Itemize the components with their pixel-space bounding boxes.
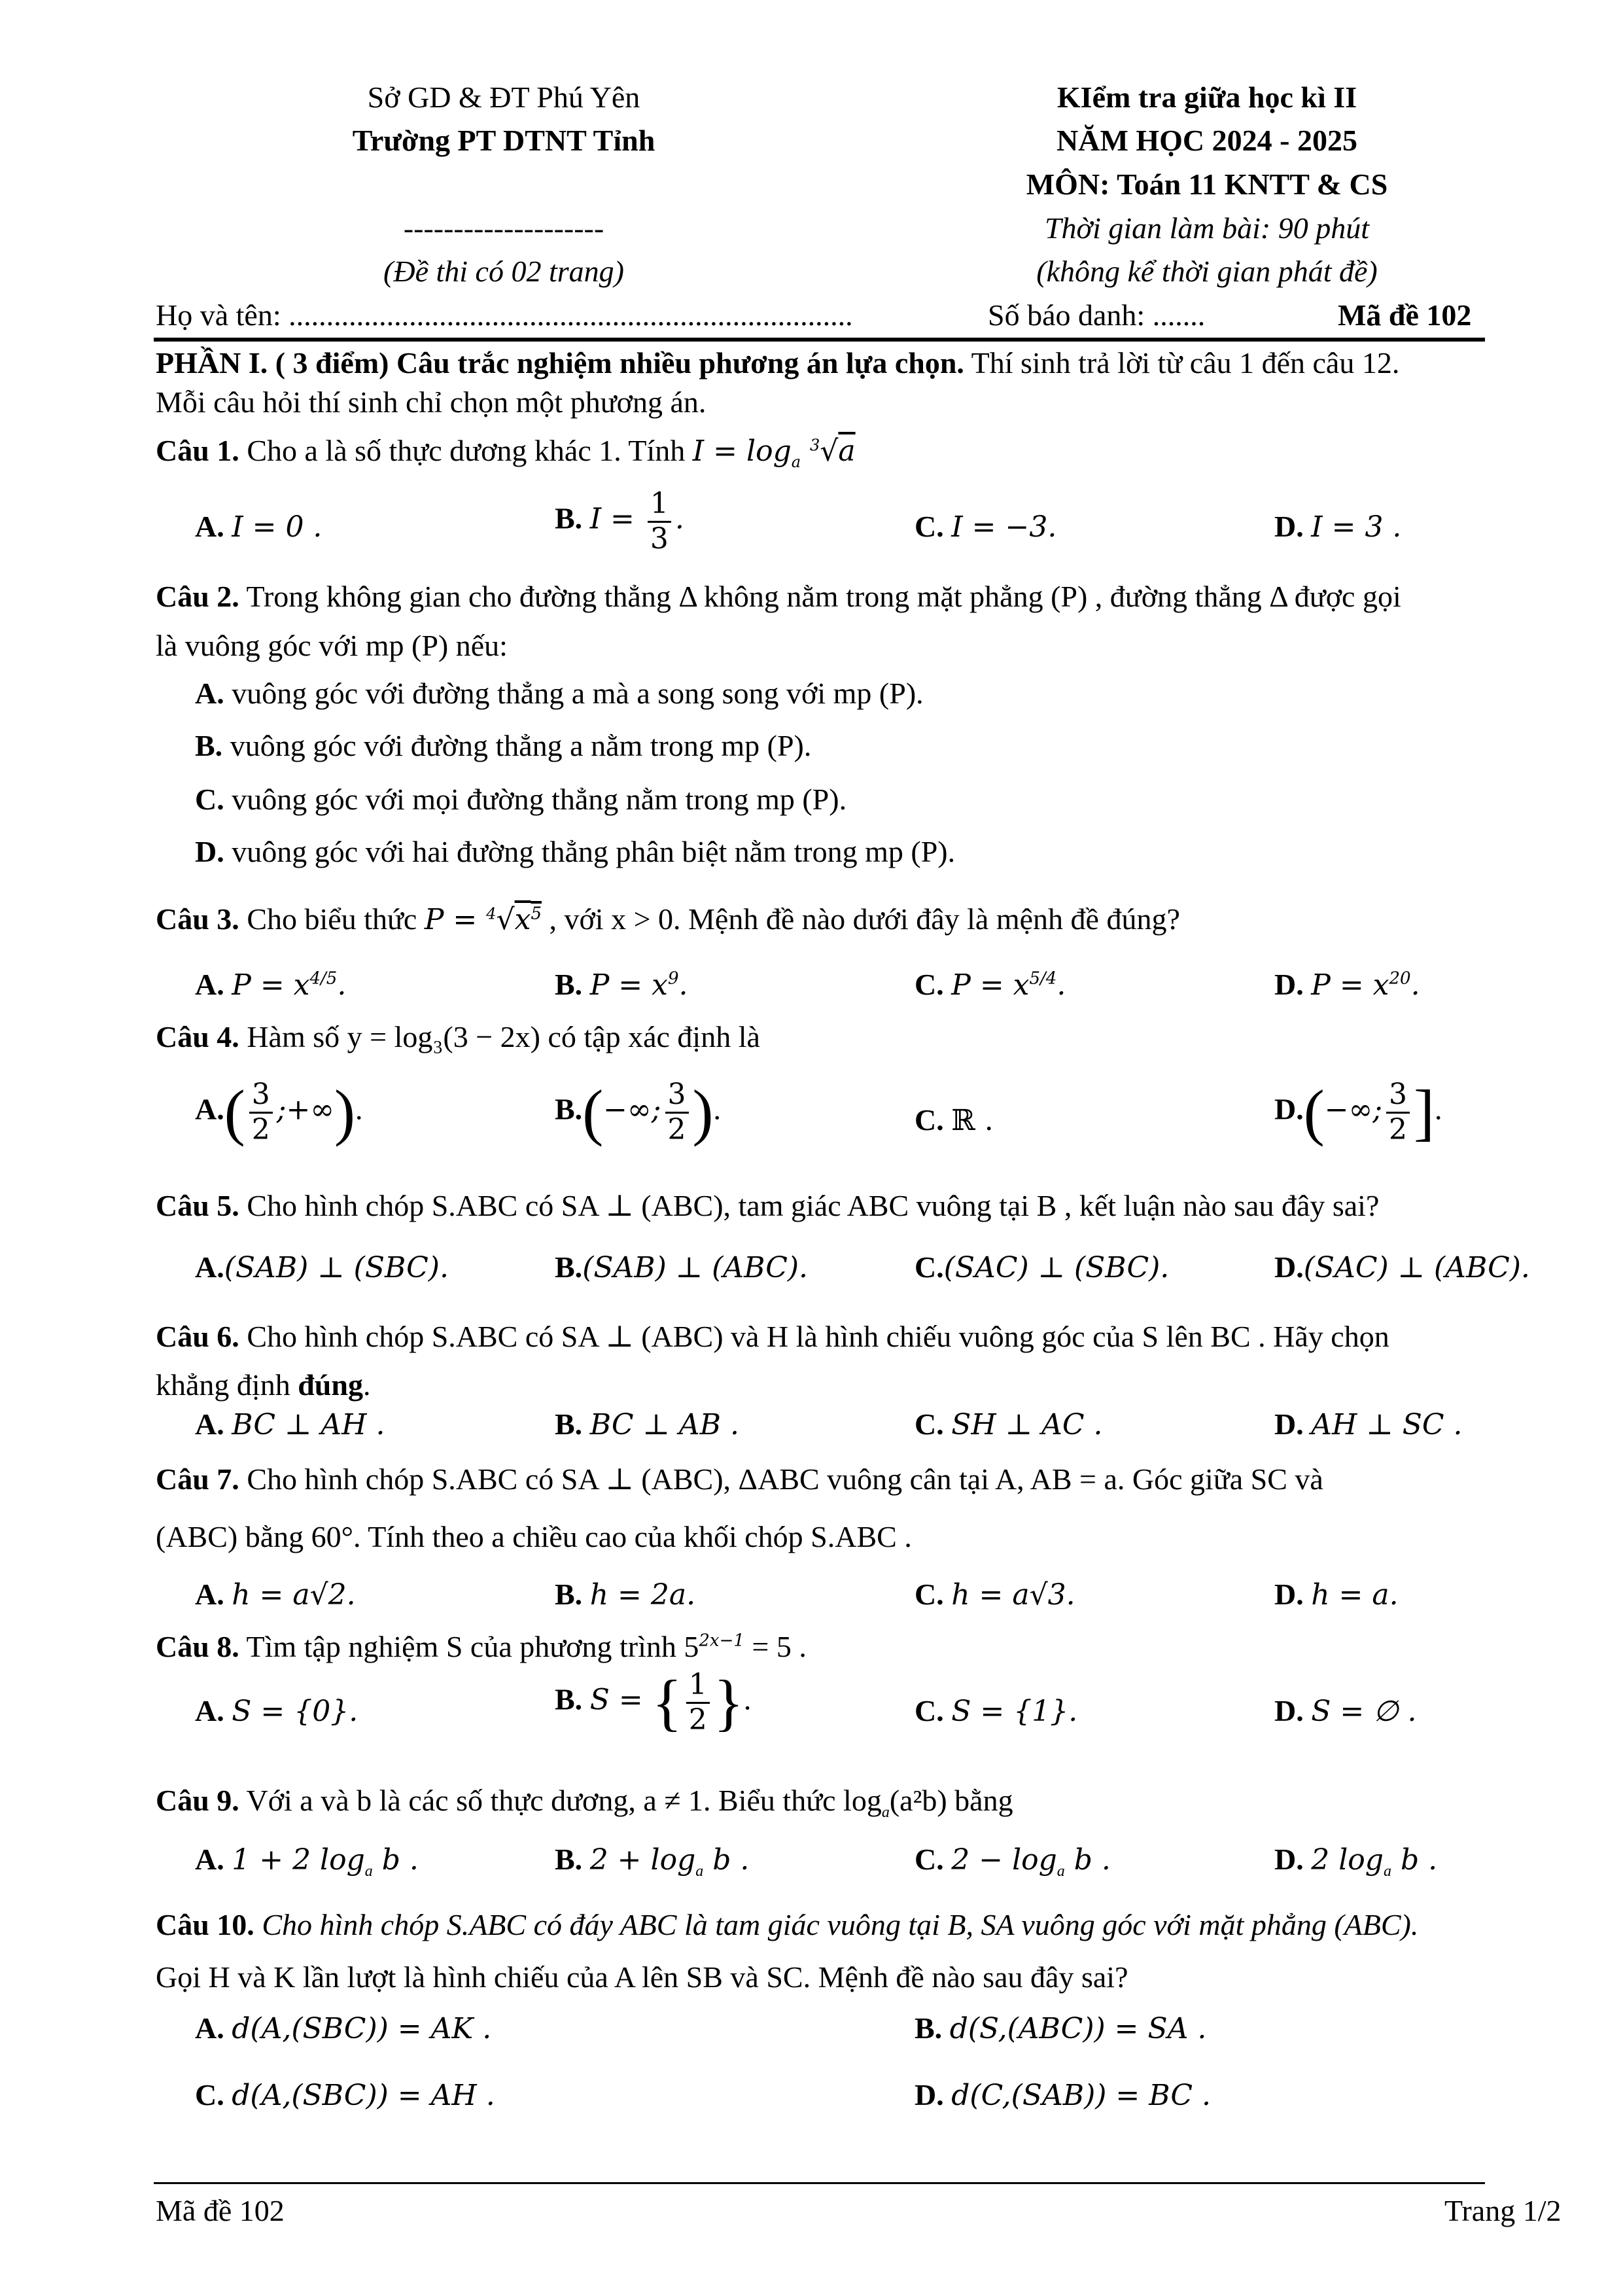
department-name: Sở GD & ĐT Phú Yên — [367, 80, 640, 114]
question-1 — [156, 433, 856, 471]
pages-note: (Đề thi có 02 trang) — [383, 255, 624, 288]
q10-option-d[interactable]: D. d(C,(SAB)) = BC . — [915, 2078, 1212, 2112]
question-5: Câu 5. Cho hình chóp S.ABC có SA ⊥ (ABC), tam giác ABC vuông tại B , kết luận nào sau đây sai? — [156, 1189, 1380, 1222]
q5-option-d[interactable]: D.(SAC) ⊥ (ABC). — [1274, 1250, 1530, 1284]
q3-option-a[interactable]: A. $P = x^{4/5}$. — [195, 968, 347, 1002]
q10-option-b[interactable]: B. d(S,(ABC)) = SA . — [915, 2011, 1207, 2045]
q2-option-a[interactable]: A. vuông góc với đường thẳng a mà a song song với mp (P). — [195, 677, 924, 710]
q10-option-c[interactable]: C. d(A,(SBC)) = AH . — [195, 2078, 495, 2112]
footer-page-number: Trang 1/2 — [1444, 2194, 1562, 2227]
question-6: Câu 6. Cho hình chóp S.ABC có SA ⊥ (ABC) và H là hình chiếu vuông góc của S lên BC . Hãy chọn — [156, 1320, 1389, 1353]
question-2: Câu 2. Trong không gian cho đường thẳng Δ không nằm trong mặt phẳng (P) , đường thẳng Δ được gọi — [156, 580, 1401, 613]
exam-code: Mã đề 102 — [1338, 298, 1472, 332]
question-3: Câu 3. Cho biểu thức $P = ^4√x^5$ , với x > 0. Mệnh đề nào dưới đây là mệnh đề đúng? — [156, 902, 1180, 936]
question-10: Câu 10. Cho hình chóp S.ABC có đáy ABC là tam giác vuông tại B, SA vuông góc với mặt phẳng (ABC). — [156, 1908, 1419, 1941]
q2-option-b[interactable]: B. vuông góc với đường thẳng a nằm trong mp (P). — [195, 729, 812, 762]
q4-option-a[interactable]: A.( $\frac{3}{2}$ ;+∞). — [195, 1077, 363, 1148]
q2-option-c[interactable]: C. vuông góc với mọi đường thẳng nằm trong mp (P). — [195, 783, 847, 816]
q1-expression: $I = \log_a ^3√a$ — [692, 434, 856, 471]
question-4: Câu 4. Hàm số y = log₃(3 − 2x) có tập xác định là — [156, 1020, 760, 1053]
exam-title: KIểm tra giữa học kì II — [1056, 80, 1357, 114]
q9-option-d[interactable]: D. 2 $\log_a b$ . — [1274, 1843, 1438, 1881]
header-divider — [154, 338, 1485, 342]
part1-instruction: Thí sinh trả lời từ câu 1 đến câu 12. — [964, 346, 1400, 380]
q6-option-a[interactable]: A. BC ⊥ AH . — [195, 1407, 385, 1441]
q7-option-a[interactable]: A. h = a√2. — [195, 1578, 356, 1612]
school-name: Trường PT DTNT Tỉnh — [352, 124, 655, 157]
duration: Thời gian làm bài: 90 phút — [1044, 211, 1370, 245]
question-text: Cho a là số thực dương khác 1. Tính — [239, 434, 693, 467]
part1-title: PHẦN I. ( 3 điểm) Câu trắc nghiệm nhiều phương án lựa chọn. — [156, 346, 964, 380]
q3-expression: $P = ^4√x^5$ — [424, 903, 542, 936]
q1-option-d[interactable]: D. I = 3 . — [1274, 510, 1402, 544]
q6-option-b[interactable]: B. BC ⊥ AB . — [555, 1407, 739, 1441]
part1-heading — [156, 345, 1399, 380]
part1-instruction-2: Mỗi câu hỏi thí sinh chỉ chọn một phương án. — [156, 385, 707, 419]
question-10-line-2: Gọi H và K lần lượt là hình chiếu của A lên SB và SC. Mệnh đề nào sau đây sai? — [156, 1960, 1128, 1994]
q1-option-a[interactable]: A. I = 0 . — [195, 510, 323, 544]
q9-option-b[interactable]: B. $2 + \log_a b$ . — [555, 1843, 750, 1881]
q1-option-c[interactable]: C. I = −3. — [915, 510, 1057, 544]
q5-option-c[interactable]: C.(SAC) ⊥ (SBC). — [915, 1250, 1170, 1284]
fraction: $\frac{1}{3}$ — [648, 487, 671, 556]
q7-option-c[interactable]: C. h = a√3. — [915, 1578, 1075, 1612]
question-9: Câu 9. Với a và b là các số thực dương, a ≠ 1. Biểu thức $\log_a(a^2b)$ bằng — [156, 1784, 1013, 1822]
school-year: NĂM HỌC 2024 - 2025 — [1056, 124, 1357, 157]
duration-note: (không kể thời gian phát đề) — [1036, 255, 1378, 288]
q6-option-d[interactable]: D. AH ⊥ SC . — [1274, 1407, 1463, 1441]
question-2-line-2: là vuông góc với mp (P) nếu: — [156, 629, 508, 662]
student-number-label: Số báo danh: ....... — [988, 298, 1206, 332]
q9-option-a[interactable]: A. 1 + 2 $\log_a b$ . — [195, 1843, 419, 1881]
q6-option-c[interactable]: C. SH ⊥ AC . — [915, 1407, 1103, 1441]
q7-option-b[interactable]: B. h = 2a. — [555, 1578, 696, 1612]
q1-option-b[interactable]: B. I = $\frac{1}{3}$ . — [555, 487, 684, 556]
q8-option-d[interactable]: D. S = ∅ . — [1274, 1694, 1417, 1728]
q8-option-a[interactable]: A. S = {0}. — [195, 1694, 358, 1728]
q7-option-d[interactable]: D. h = a. — [1274, 1578, 1399, 1612]
q8-option-b[interactable]: B. S = { $\frac{1}{2}$ }. — [555, 1667, 752, 1738]
q2-option-d[interactable]: D. vuông góc với hai đường thẳng phân biệt nằm trong mp (P). — [195, 835, 956, 868]
footer-divider — [154, 2182, 1485, 2184]
q4-option-b[interactable]: B.(−∞; $\frac{3}{2}$ ). — [555, 1077, 721, 1148]
q5-option-a[interactable]: A.(SAB) ⊥ (SBC). — [195, 1250, 449, 1284]
subject: MÔN: Toán 11 KNTT & CS — [1026, 168, 1388, 201]
q4-option-d[interactable]: D.(−∞; $\frac{3}{2}$ ]. — [1274, 1077, 1442, 1148]
q3-option-c[interactable]: C. $P = x^{5/4}$. — [915, 968, 1066, 1002]
footer-exam-code: Mã đề 102 — [156, 2194, 285, 2227]
q3-option-d[interactable]: D. $P = x^{20}$. — [1274, 968, 1420, 1002]
question-7: Câu 7. Cho hình chóp S.ABC có SA ⊥ (ABC), ΔABC vuông cân tại A, AB = a. Góc giữa SC và — [156, 1462, 1323, 1496]
question-6-line-2: khẳng định đúng. — [156, 1368, 371, 1402]
question-8: Câu 8. Tìm tập nghiệm S của phương trình $5^{2x-1} = 5$ . — [156, 1630, 807, 1663]
q5-option-b[interactable]: B.(SAB) ⊥ (ABC). — [555, 1250, 809, 1284]
question-label: Câu 1. — [156, 434, 239, 467]
header-dashes: -------------------- — [403, 211, 604, 245]
q10-option-a[interactable]: A. d(A,(SBC)) = AK . — [195, 2011, 492, 2045]
q4-option-c[interactable]: C. ℝ . — [915, 1103, 994, 1137]
question-7-line-2: (ABC) bằng 60°. Tính theo a chiều cao của khối chóp S.ABC . — [156, 1520, 912, 1553]
q8-option-c[interactable]: C. S = {1}. — [915, 1694, 1078, 1728]
q9-option-c[interactable]: C. $2 - \log_a b$ . — [915, 1843, 1111, 1881]
name-field-label: Họ và tên: ........................................................................... — [156, 298, 853, 332]
q3-option-b[interactable]: B. $P = x^9$. — [555, 968, 688, 1002]
